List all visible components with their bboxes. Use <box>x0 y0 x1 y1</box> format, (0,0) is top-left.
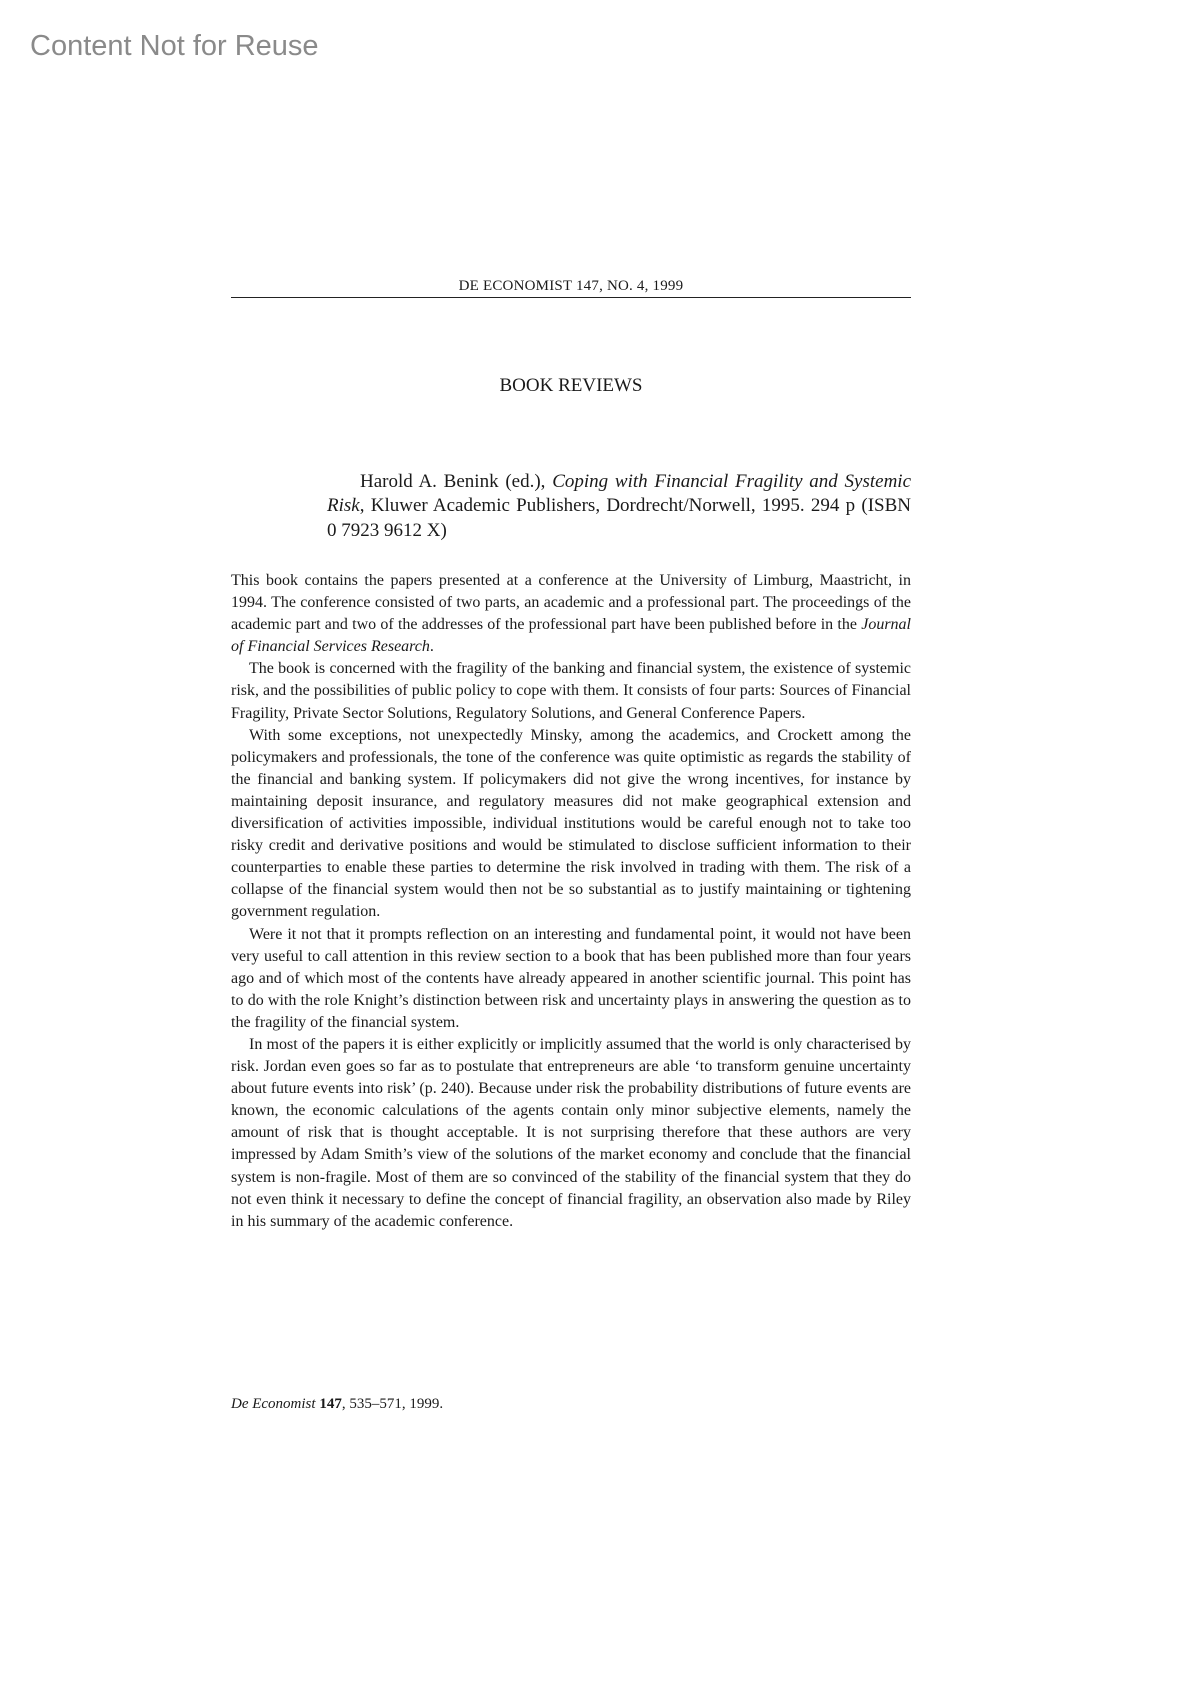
book-citation <box>327 470 911 543</box>
paragraph-1-end: . <box>429 638 434 656</box>
footer-journal: De Economist <box>231 1396 316 1412</box>
paragraph-1 <box>231 570 911 658</box>
citation-publisher: , Kluwer Academic Publishers, Dordrecht/Norwell, 1995. 294 p (ISBN 0 7923 9612 X) <box>327 495 911 541</box>
running-head: DE ECONOMIST 147, NO. 4, 1999 <box>231 278 911 298</box>
paragraph-1-text: This book contains the papers presented at a conference at the University of Limburg, Maastricht, in 1994. The conference consisted of two parts, an academic and a professional part. The proceedings of the academic part and two of the addresses of the professional part have been published before in the <box>231 572 911 634</box>
footer-citation <box>231 1396 443 1413</box>
citation-editor: Harold A. Benink (ed.), <box>360 471 546 492</box>
section-title: BOOK REVIEWS <box>499 375 643 396</box>
paragraph-5: In most of the papers it is either explicitly or implicitly assumed that the world is only characterised by risk. Jordan even goes so far as to postulate that entrepreneurs are able ‘to transform genuine uncertainty about future events into risk’ (p. 240). Because under risk the probability distributions of future events are known, the economic calculations of the agents contain only minor subjective elements, namely the amount of risk that is thought acceptable. It is not surprising therefore that these authors are very impressed by Adam Smith’s view of the solutions of the market economy and conclude that the financial system is non-fragile. Most of them are so convinced of the stability of the financial system that they do not even think it necessary to define the concept of financial fragility, an observation also made by Riley in his summary of the academic conference. <box>231 1035 911 1230</box>
citation-book-title: Coping with Financial Fragility and Systemic Risk <box>327 471 912 517</box>
footer-pages: , 535–571, 1999. <box>341 1396 444 1412</box>
journal-title: Journal of Financial Services Research <box>231 616 911 656</box>
footer-volume: 147 <box>319 1396 342 1412</box>
paragraph-2: The book is concerned with the fragility of the banking and financial system, the existence of systemic risk, and the possibilities of public policy to cope with them. It consists of four parts: Sources of Financial Fragility, Private Sector Solutions, Regulatory Solutions, and General Conference Papers. <box>231 660 911 722</box>
watermark: Content Not for Reuse <box>30 30 319 62</box>
paragraph-4: Were it not that it prompts reflection on an interesting and fundamental point, it would not have been very useful to call attention in this review section to a book that has been published more than four years ago and of which most of the contents have already appeared in another scientific journal. This point has to do with the role Knight’s distinction between risk and uncertainty plays in answering the question as to the fragility of the financial system. <box>231 925 911 1031</box>
review-body <box>231 570 911 1233</box>
paragraph-3: With some exceptions, not unexpectedly Minsky, among the academics, and Crockett among the policymakers and professionals, the tone of the conference was quite optimistic as regards the stability of the financial and banking system. If policymakers did not give the wrong incentives, for instance by maintaining deposit insurance, and regulatory measures did not make geographical extension and diversification of activities impossible, individual institutions would be careful enough not to take too risky credit and derivative positions and would be stimulated to disclose sufficient information to their counterparties to enable these parties to determine the risk involved in trading with them. The risk of a collapse of the financial system would then not be so substantial as to justify maintaining or tightening government regulation. <box>231 726 911 921</box>
